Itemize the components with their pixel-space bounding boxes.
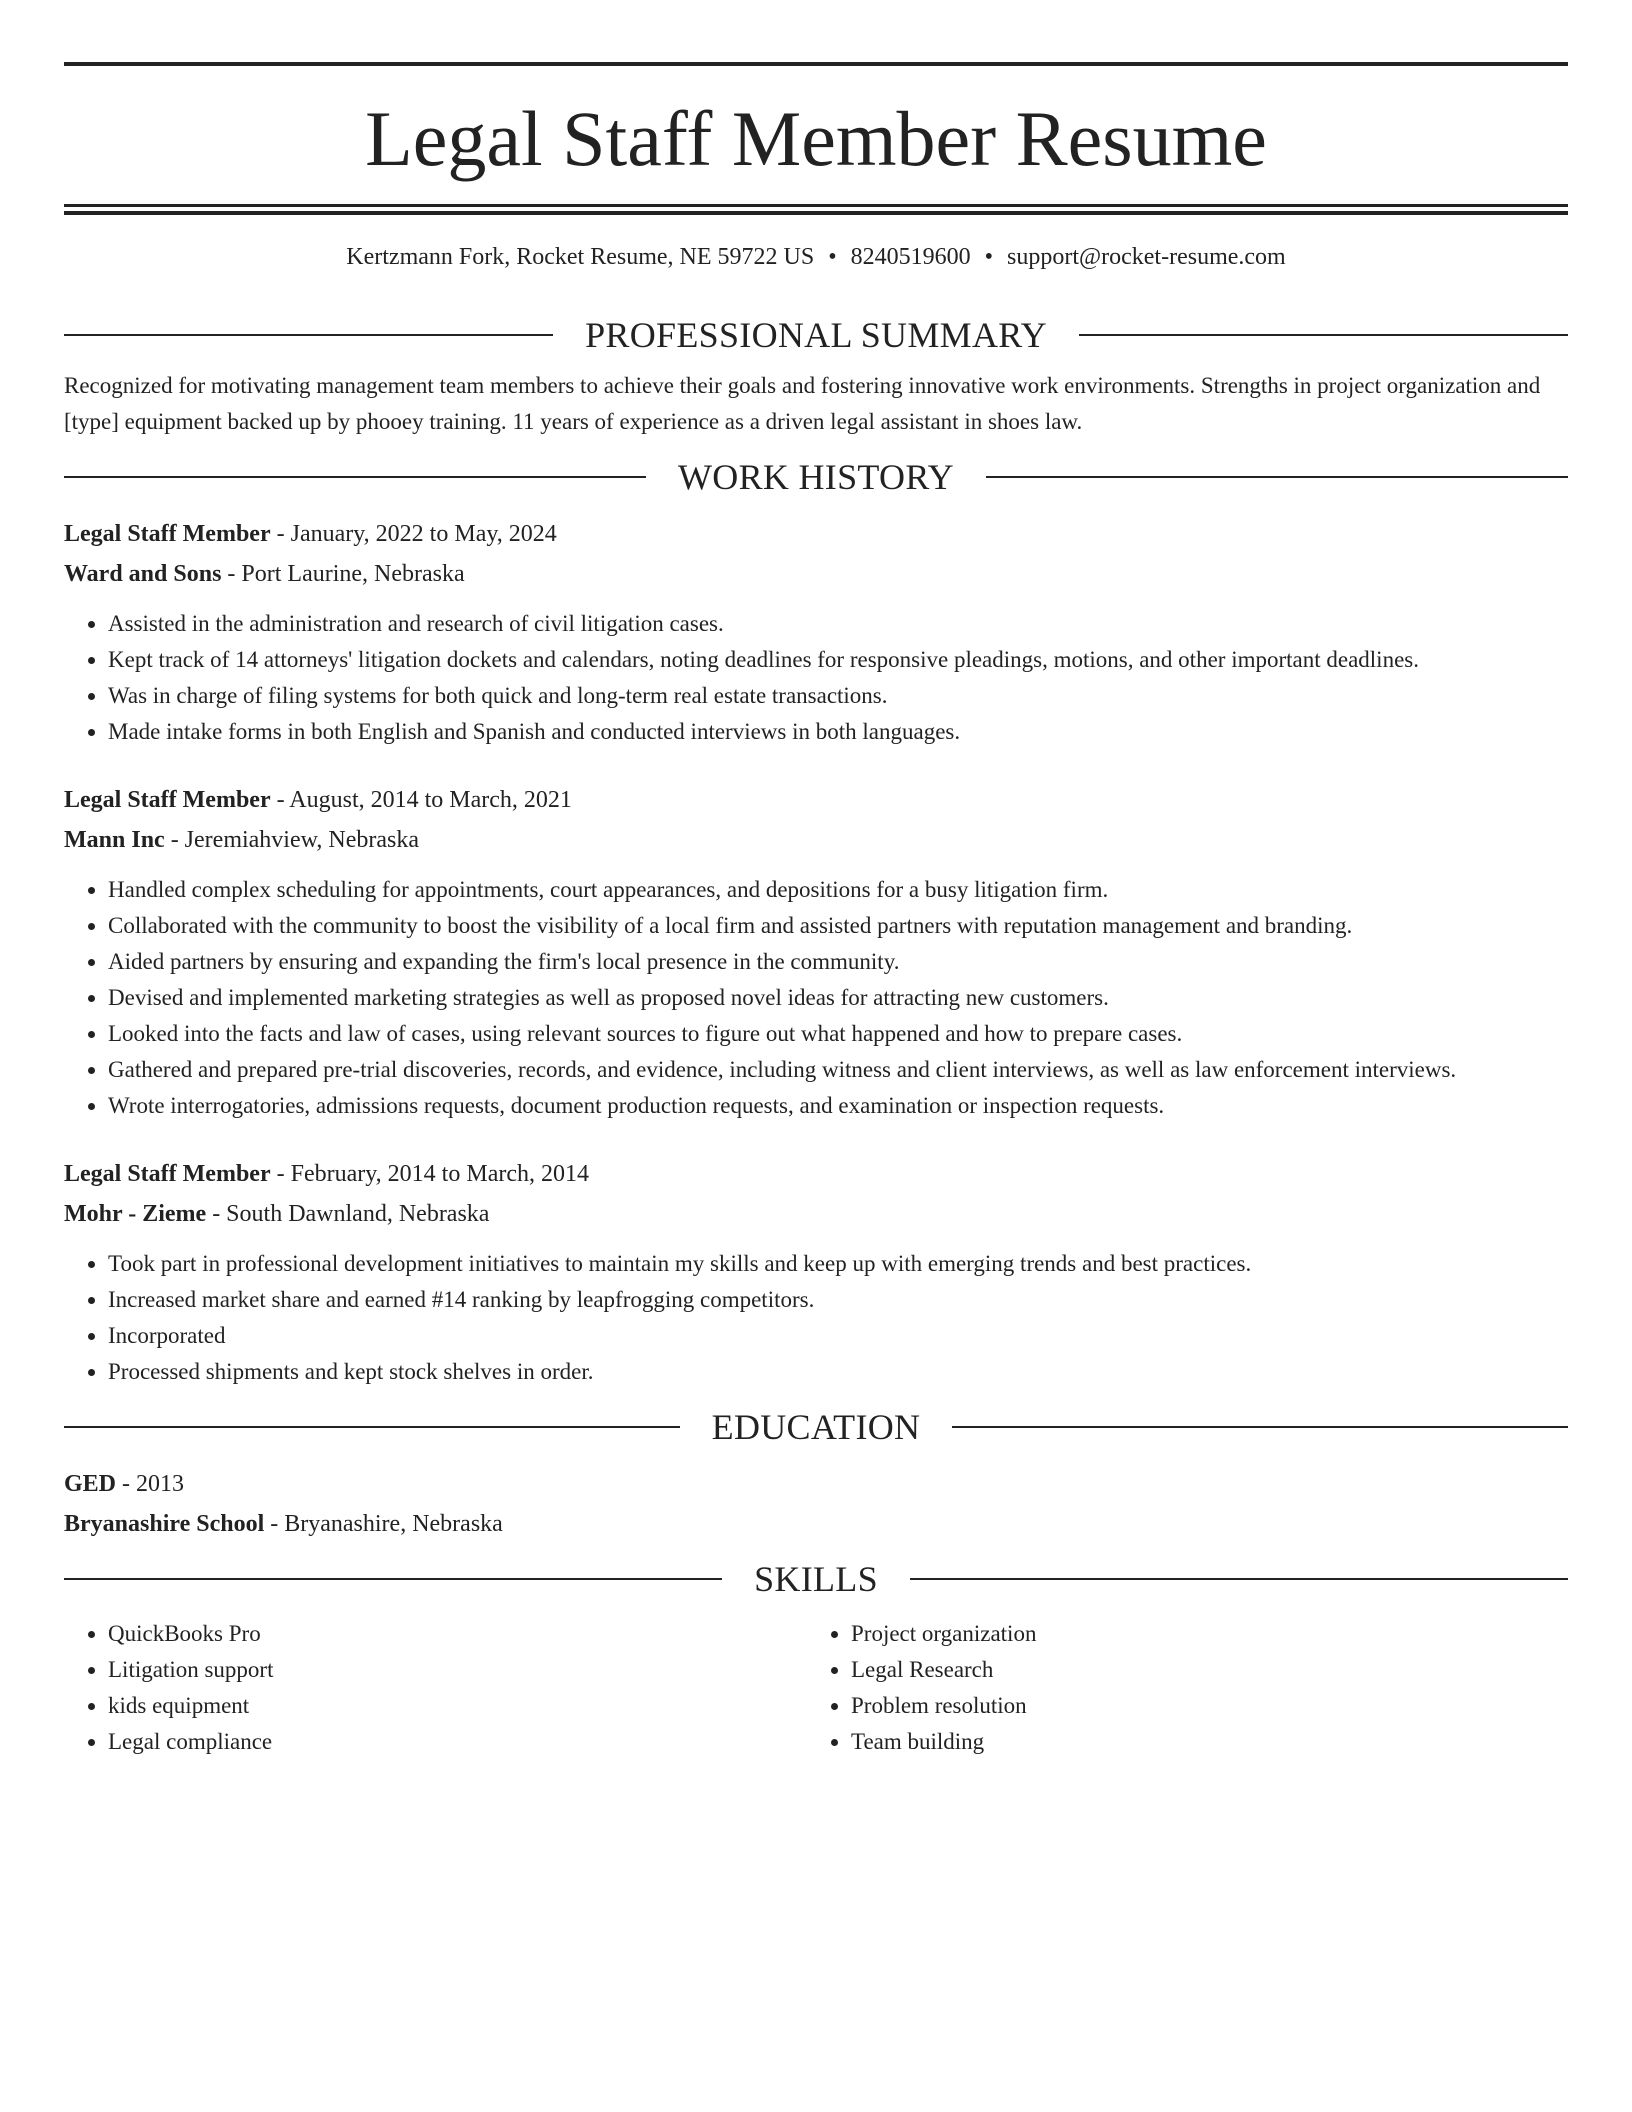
heading-rule [986,476,1568,478]
list-item: • Gathered and prepared pre-trial discoveries, records, and evidence, including witness and client interviews, as well as law enforcement interviews. [108,1052,1568,1088]
list-item: • Made intake forms in both English and Spanish and conducted interviews in both languages. [108,714,1568,750]
heading-rule [910,1578,1568,1580]
page-title: Legal Staff Member Resume [365,95,1267,182]
job-title-line [64,1154,1568,1194]
job-dates: - August, 2014 to March, 2021 [270,787,572,813]
job-location: - South Dawnland, Nebraska [206,1201,490,1227]
skill-item: • Problem resolution [851,1688,1550,1724]
skill-item: • Team building [851,1724,1550,1760]
list-item: • Kept track of 14 attorneys' litigation dockets and calendars, noting deadlines for responsive pleadings, motions, and other important deadlines. [108,642,1568,678]
contact-phone: 8240519600 [850,244,971,270]
list-item: • Aided partners by ensuring and expanding the firm's local presence in the community. [108,944,1568,980]
heading-rule [1079,334,1568,336]
list-item: • Devised and implemented marketing strategies as well as proposed novel ideas for attracting new customers. [108,980,1568,1016]
contact-email: support@rocket-resume.com [1007,244,1286,270]
job-location: - Jeremiahview, Nebraska [164,827,420,853]
skill-item: • Litigation support [108,1652,807,1688]
section-heading-skills [64,1556,1568,1602]
contact-line [64,245,1568,269]
list-item: • Wrote interrogatories, admissions requests, document production requests, and examination or inspection requests. [108,1088,1568,1124]
job-entry [64,1154,1568,1390]
heading-rule [64,1578,722,1580]
heading-rule [64,334,553,336]
job-dates: - February, 2014 to March, 2014 [270,1161,589,1187]
job-bullets [64,1246,1568,1390]
contact-separator: • [828,244,837,270]
education-entry [64,1464,1568,1544]
list-item: • Processed shipments and kept stock shelves in order. [108,1354,1568,1390]
heading-rule [64,1426,680,1428]
summary-text: Recognized for motivating management team members to achieve their goals and fostering innovative work environments. Strengths in project organization and [type] equipment backed up by phooey training. 11 years of experience as a driven legal assistant in shoes law. [64,373,1541,434]
job-company: Mohr - Zieme [64,1201,207,1227]
skills-list-left [64,1616,807,1760]
job-company-line [64,554,1568,594]
section-title: EDUCATION [711,1407,921,1447]
heading-rule [64,476,646,478]
section-title: WORK HISTORY [678,457,954,497]
list-item: • Increased market share and earned #14 ranking by leapfrogging competitors. [108,1282,1568,1318]
education-school: Bryanashire School [64,1511,265,1537]
job-company: Mann Inc [64,827,165,853]
job-company: Ward and Sons [64,561,222,587]
skills-list-right [807,1616,1550,1760]
heading-rule [952,1426,1568,1428]
job-location: - Port Laurine, Nebraska [221,561,465,587]
education-location: - Bryanashire, Nebraska [264,1511,503,1537]
job-dates: - January, 2022 to May, 2024 [270,521,557,547]
job-bullets [64,606,1568,750]
job-title-line [64,514,1568,554]
job-entry [64,780,1568,1124]
job-company-line [64,1194,1568,1234]
job-title: Legal Staff Member [64,787,271,813]
top-rule [64,62,1568,66]
section-heading-work-history [64,454,1568,500]
title-double-rule [64,204,1568,215]
section-heading-summary [64,312,1568,358]
skill-item: • Legal Research [851,1652,1550,1688]
job-title: Legal Staff Member [64,521,271,547]
list-item: • Handled complex scheduling for appointments, court appearances, and depositions for a busy litigation firm. [108,872,1568,908]
education-year: - 2013 [116,1471,185,1497]
education-degree-line [64,1464,1568,1504]
skill-item: • Legal compliance [108,1724,807,1760]
section-heading-education [64,1404,1568,1450]
education-school-line [64,1504,1568,1544]
list-item: • Was in charge of filing systems for both quick and long-term real estate transactions. [108,678,1568,714]
list-item: • Incorporated [108,1318,1568,1354]
section-title: PROFESSIONAL SUMMARY [585,315,1047,355]
job-title: Legal Staff Member [64,1161,271,1187]
list-item: • Looked into the facts and law of cases, using relevant sources to figure out what happened and how to prepare cases. [108,1016,1568,1052]
skills-columns [64,1616,1568,1760]
skill-item: • Project organization [851,1616,1550,1652]
list-item: • Assisted in the administration and research of civil litigation cases. [108,606,1568,642]
contact-separator: • [984,244,994,270]
skill-item: • kids equipment [108,1688,807,1724]
section-title: SKILLS [754,1559,878,1599]
skill-item: • QuickBooks Pro [108,1616,807,1652]
list-item: • Took part in professional development initiatives to maintain my skills and keep up with emerging trends and best practices. [108,1246,1568,1282]
contact-address: Kertzmann Fork, Rocket Resume, NE 59722 US [346,244,815,270]
job-title-line [64,780,1568,820]
list-item: • Collaborated with the community to boost the visibility of a local firm and assisted partners with reputation management and branding. [108,908,1568,944]
job-bullets [64,872,1568,1124]
job-entry [64,514,1568,750]
education-degree: GED [64,1471,117,1497]
job-company-line [64,820,1568,860]
